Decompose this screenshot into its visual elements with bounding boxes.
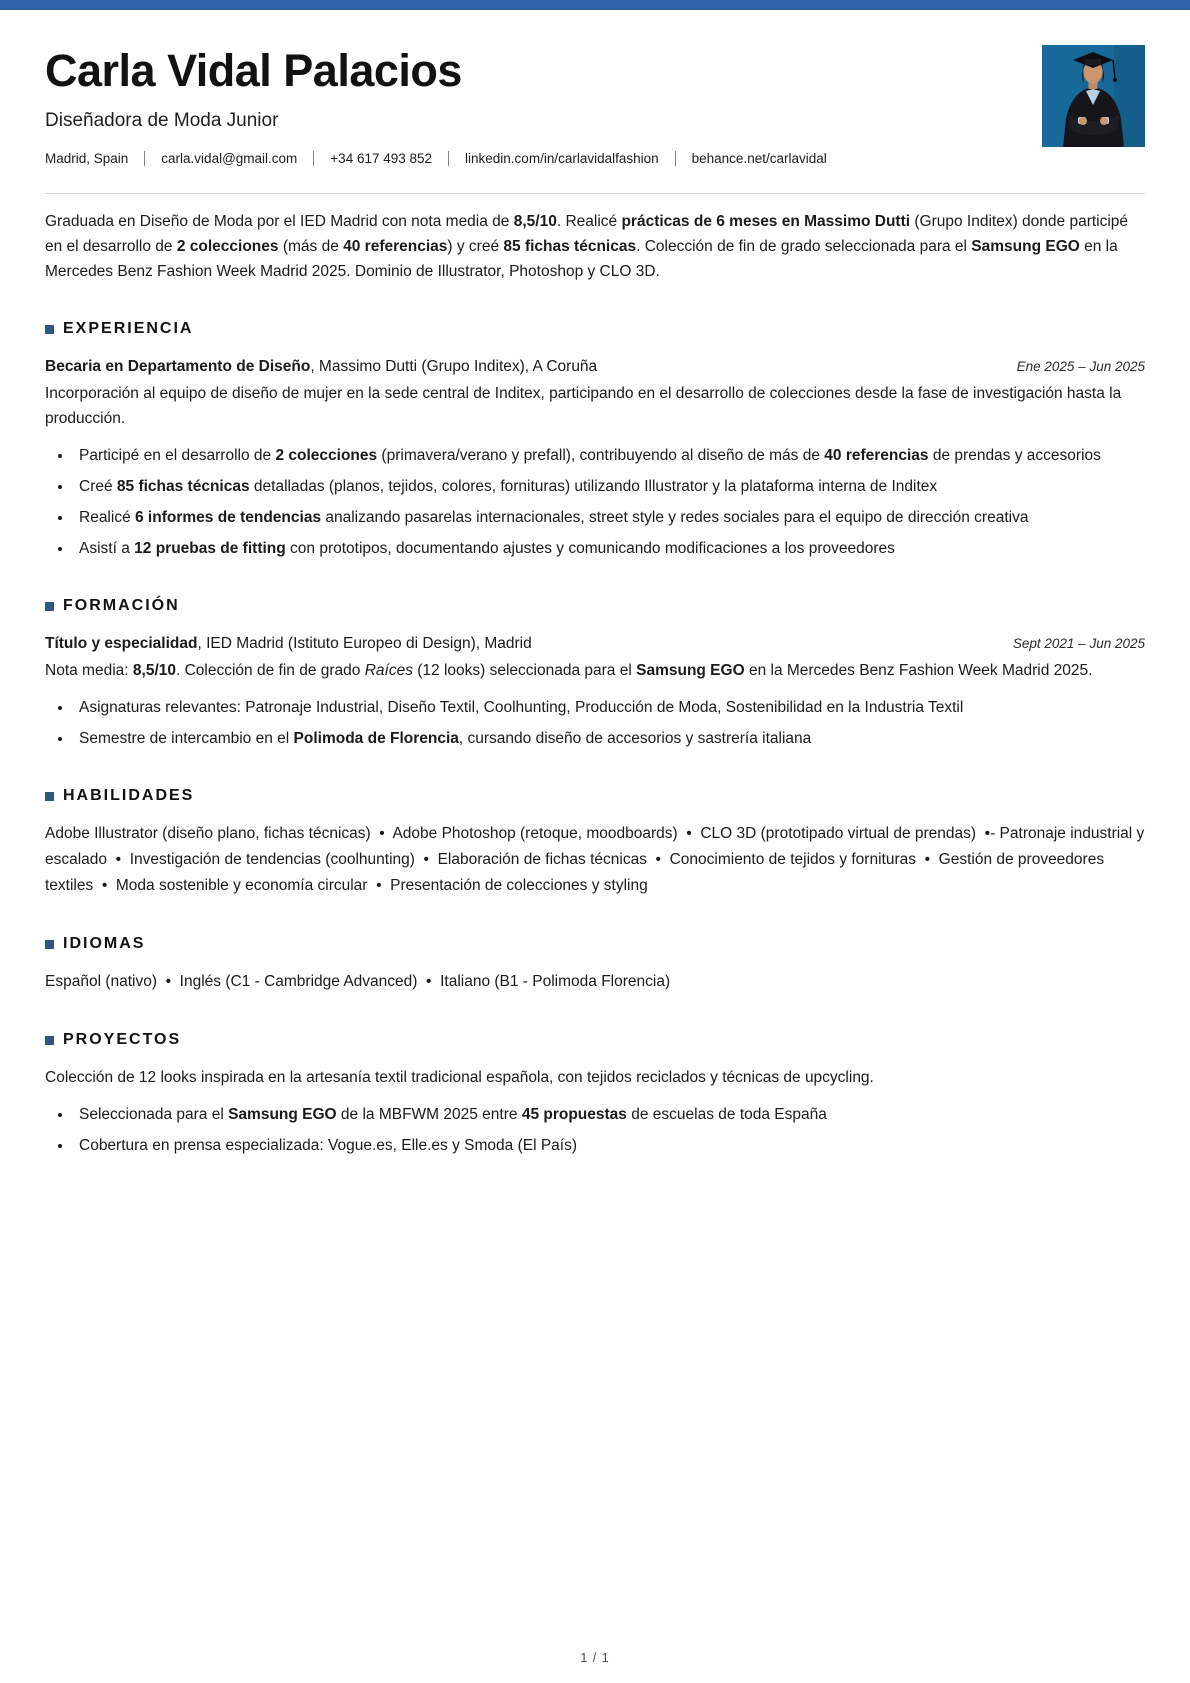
contact-separator xyxy=(448,151,449,166)
contact-row xyxy=(45,150,1145,167)
section-habilidades xyxy=(45,787,1149,899)
section-experiencia xyxy=(45,320,1145,561)
summary-paragraph: Graduada en Diseño de Moda por el IED Madrid con nota media de 8,5/10. Realicé prácticas de 6 meses en Massimo Dutti (Grupo Inditex) donde participé en el desarrollo de 2 colecciones (más de 40 referencias) y creé 85 fichas técnicas. Colección de fin de grado seleccionada para el Samsung EGO en la Mercedes Benz Fashion Week Madrid 2025. Dominio de Illustrator, Photoshop y CLO 3D. xyxy=(45,213,1129,281)
contact-location: Madrid, Spain xyxy=(45,151,129,167)
section-heading-label: FORMACIÓN xyxy=(63,597,180,615)
education-description: Nota media: 8,5/10. Colección de fin de grado Raíces (12 looks) seleccionada para el Samsung EGO en la Mercedes Benz Fashion Week Madrid 2025. xyxy=(45,662,1093,680)
contact-linkedin: linkedin.com/in/carlavidalfashion xyxy=(465,151,659,167)
section-heading-experiencia xyxy=(45,320,1145,338)
contact-behance: behance.net/carlavidal xyxy=(691,151,827,167)
section-proyectos xyxy=(45,1031,1145,1158)
profile-photo xyxy=(1042,45,1145,147)
section-heading-formacion xyxy=(45,597,1145,615)
experience-dates: Ene 2025 – Jun 2025 xyxy=(1016,359,1145,375)
top-accent-bar xyxy=(0,0,1190,10)
section-marker-icon xyxy=(45,325,54,334)
skills-list: Adobe Illustrator (diseño plano, fichas técnicas) • Adobe Photoshop (retoque, moodboards) • CLO 3D (prototipado virtual de prendas) •- Patronaje industrial y escalado • Investigación de tendencias (coolhunting) • Elaboración de fichas técnicas • Conocimiento de tejidos y fornituras • Gestión de proveedores textiles • Moda sostenible y economía circular • Presentación de colecciones y styling xyxy=(45,825,1149,895)
page-indicator: 1 / 1 xyxy=(580,1651,610,1665)
section-marker-icon xyxy=(45,1036,54,1045)
project-bullet: • Seleccionada para el Samsung EGO de la MBFWM 2025 entre 45 propuestas de escuelas de toda España xyxy=(73,1102,1145,1127)
header-divider xyxy=(45,193,1145,194)
project-bullet: • Cobertura en prensa especializada: Vogue.es, Elle.es y Smoda (El País) xyxy=(73,1133,1145,1158)
contact-separator xyxy=(313,151,314,166)
experience-entry-header xyxy=(45,354,1145,379)
education-entry-header xyxy=(45,631,1145,656)
contact-separator xyxy=(675,151,676,166)
contact-separator xyxy=(144,151,145,166)
section-heading-label: IDIOMAS xyxy=(63,935,146,953)
education-title: Título y especialidad, IED Madrid (Istituto Europeo di Design), Madrid xyxy=(45,635,532,653)
section-marker-icon xyxy=(45,792,54,801)
section-marker-icon xyxy=(45,940,54,949)
section-marker-icon xyxy=(45,602,54,611)
section-formacion xyxy=(45,597,1145,751)
candidate-job-title: Diseñadora de Moda Junior xyxy=(45,110,279,132)
experience-bullet: • Asistí a 12 pruebas de fitting con prototipos, documentando ajustes y comunicando modificaciones a los proveedores xyxy=(73,536,1145,561)
education-dates: Sept 2021 – Jun 2025 xyxy=(1012,636,1145,652)
section-idiomas xyxy=(45,935,1145,995)
languages-list: Español (nativo) • Inglés (C1 - Cambridge Advanced) • Italiano (B1 - Polimoda Florencia) xyxy=(45,973,671,991)
experience-bullet: • Creé 85 fichas técnicas detalladas (planos, tejidos, colores, fornituras) utilizando Illustrator y la plataforma interna de Inditex xyxy=(73,474,1145,499)
experience-bullet-list xyxy=(45,443,1145,561)
section-heading-idiomas xyxy=(45,935,1145,953)
section-heading-label: EXPERIENCIA xyxy=(63,320,194,338)
resume-header xyxy=(45,10,1145,167)
experience-bullet: • Participé en el desarrollo de 2 colecciones (primavera/verano y prefall), contribuyendo al diseño de más de 40 referencias de prendas y accesorios xyxy=(73,443,1145,468)
section-heading-label: HABILIDADES xyxy=(63,787,195,805)
section-heading-habilidades xyxy=(45,787,1145,805)
education-bullet: • Asignaturas relevantes: Patronaje Industrial, Diseño Textil, Coolhunting, Producción de Moda, Sostenibilidad en la Industria Textil xyxy=(73,695,1145,720)
experience-entry xyxy=(45,354,1145,561)
graduate-portrait-illustration xyxy=(1042,45,1145,147)
education-entry xyxy=(45,631,1145,751)
experience-title: Becaria en Departamento de Diseño, Massimo Dutti (Grupo Inditex), A Coruña xyxy=(45,358,598,376)
experience-description: Incorporación al equipo de diseño de mujer en la sede central de Inditex, participando en el desarrollo de colecciones desde la fase de investigación hasta la producción. xyxy=(45,385,1122,428)
project-bullet-list xyxy=(45,1102,1145,1158)
education-bullet: • Semestre de intercambio en el Polimoda de Florencia, cursando diseño de accesorios y sastrería italiana xyxy=(73,726,1145,751)
section-heading-proyectos xyxy=(45,1031,1145,1049)
experience-bullet: • Realicé 6 informes de tendencias analizando pasarelas internacionales, street style y redes sociales para el equipo de dirección creativa xyxy=(73,505,1145,530)
section-heading-label: PROYECTOS xyxy=(63,1031,182,1049)
contact-email: carla.vidal@gmail.com xyxy=(161,151,298,167)
education-bullet-list xyxy=(45,695,1145,751)
candidate-name: Carla Vidal Palacios xyxy=(45,45,462,96)
project-description: Colección de 12 looks inspirada en la artesanía textil tradicional española, con tejidos reciclados y técnicas de upcycling. xyxy=(45,1069,874,1087)
contact-phone: +34 617 493 852 xyxy=(330,151,433,167)
